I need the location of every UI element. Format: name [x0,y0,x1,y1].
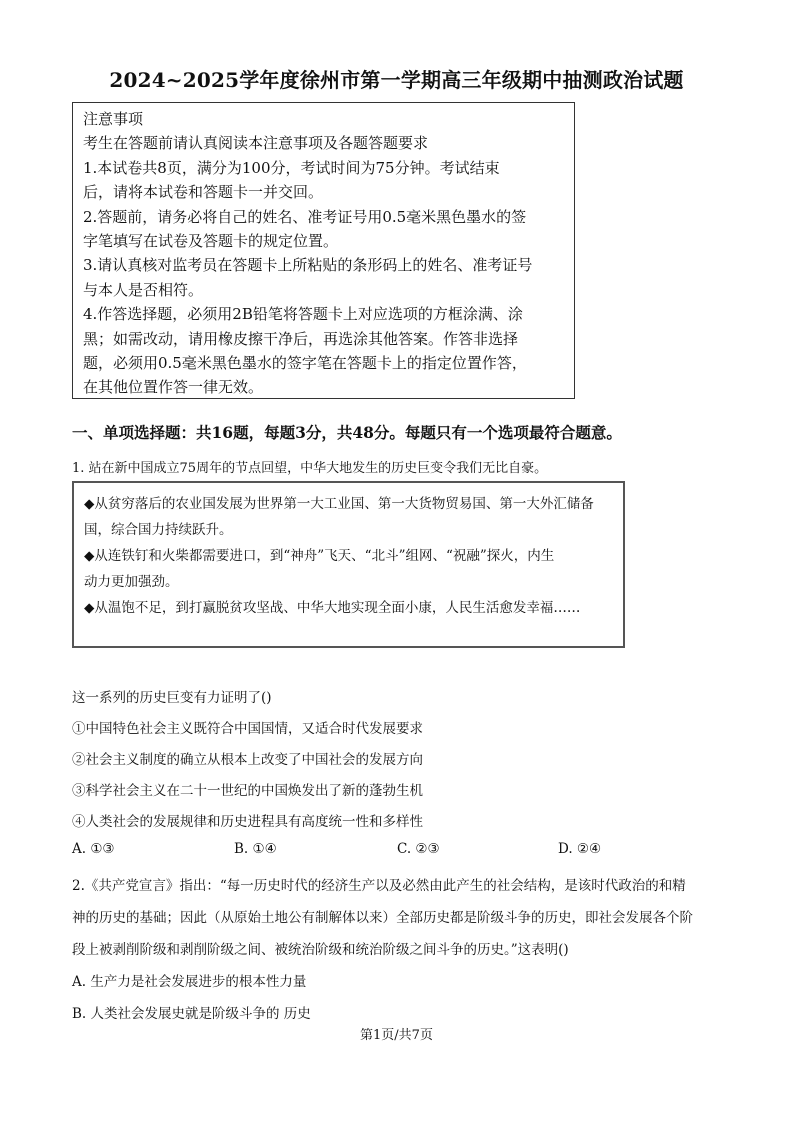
notice-line: 后，请将本试卷和答题卡一并交回。 [83,183,324,202]
material-line: ◆从连铁钉和火柴都需要进口，到“神舟”飞天、“北斗”组网、“祝融”探火，内生 [84,548,555,564]
notice-line: 字笔填写在试卷及答题卡的规定位置。 [83,232,339,251]
material-line: ◆从贫穷落后的农业国发展为世界第一大工业国、第一大货物贸易国、第一大外汇储备 [84,496,594,512]
notice-line: 4.作答选择题，必须用2B铅笔将答题卡上对应选项的方框涂满、涂 [83,305,523,324]
option-b[interactable]: B. ①④ [234,841,277,857]
statement-1: ①中国特色社会主义既符合中国国情，又适合时代发展要求 [72,721,423,737]
material-line: 动力更加强劲。 [84,574,179,590]
material-box [72,481,625,648]
notice-line: 与本人是否相符。 [83,280,204,299]
statement-2: ②社会主义制度的确立从根本上改变了中国社会的发展方向 [72,752,423,768]
exam-title: 2024~2025学年度徐州市第一学期高三年级期中抽测政治试题 [109,68,684,92]
notice-line: 考生在答题前请认真阅读本注意事项及各题答题要求 [83,134,429,153]
option-a[interactable]: A. ①③ [72,841,115,857]
notice-box [72,102,575,399]
option-d[interactable]: D. ②④ [558,841,602,857]
question-1-stem: 1. 站在新中国成立75周年的节点回望，中华大地发生的历史巨变令我们无比自豪。 [72,461,548,476]
statement-4: ④人类社会的发展规律和历史进程具有高度统一性和多样性 [72,814,423,830]
option-c[interactable]: C. ②③ [397,841,440,857]
question-2 [72,870,697,1030]
question-1-prompt: 这一系列的历史巨变有力证明了() [72,690,272,706]
notice-line: 2.答题前，请务必将自己的姓名、准考证号用0.5毫米黑色墨水的签 [83,207,527,226]
question-2-line: 神的历史的基础；因此（从原始土地公有制解体以来）全部历史都是阶级斗争的历史，即社会发展各个阶 [72,910,693,926]
statement-3: ③科学社会主义在二十一世纪的中国焕发出了新的蓬勃生机 [72,783,423,799]
question-2-line: 段上被剥削阶级和剥削阶级之间、被统治阶级和统治阶级之间斗争的历史。”这表明() [72,942,569,958]
notice-line: 3.请认真核对监考员在答题卡上所粘贴的条形码上的姓名、准考证号 [83,256,533,275]
question-2-line: 2.《共产党宣言》指出：“每一历史时代的经济生产以及必然由此产生的社会结构，是该时代政治的和精 [72,878,686,894]
question-2-option-b[interactable]: B. 人类社会发展史就是阶级斗争的 历史 [72,1006,311,1022]
page-footer: 第1页/共7页 [360,1028,433,1043]
notice-line: 1.本试卷共8页，满分为100分，考试时间为75分钟。考试结束 [83,158,500,177]
notice-line: 黑；如需改动，请用橡皮擦干净后，再选涂其他答案。作答非选择 [83,329,519,348]
notice-line: 题，必须用0.5毫米黑色墨水的签字笔在答题卡上的指定位置作答， [83,354,527,373]
material-line: 国，综合国力持续跃升。 [84,522,233,538]
notice-line: 注意事项 [83,110,144,128]
section-heading: 一、单项选择题：共16题，每题3分，共48分。每题只有一个选项最符合题意。 [72,423,622,442]
question-2-option-a[interactable]: A. 生产力是社会发展进步的根本性力量 [72,974,307,990]
material-line: ◆从温饱不足，到打赢脱贫攻坚战、中华大地实现全面小康，人民生活愈发幸福…… [84,600,581,616]
notice-line: 在其他位置作答一律无效。 [83,378,264,397]
